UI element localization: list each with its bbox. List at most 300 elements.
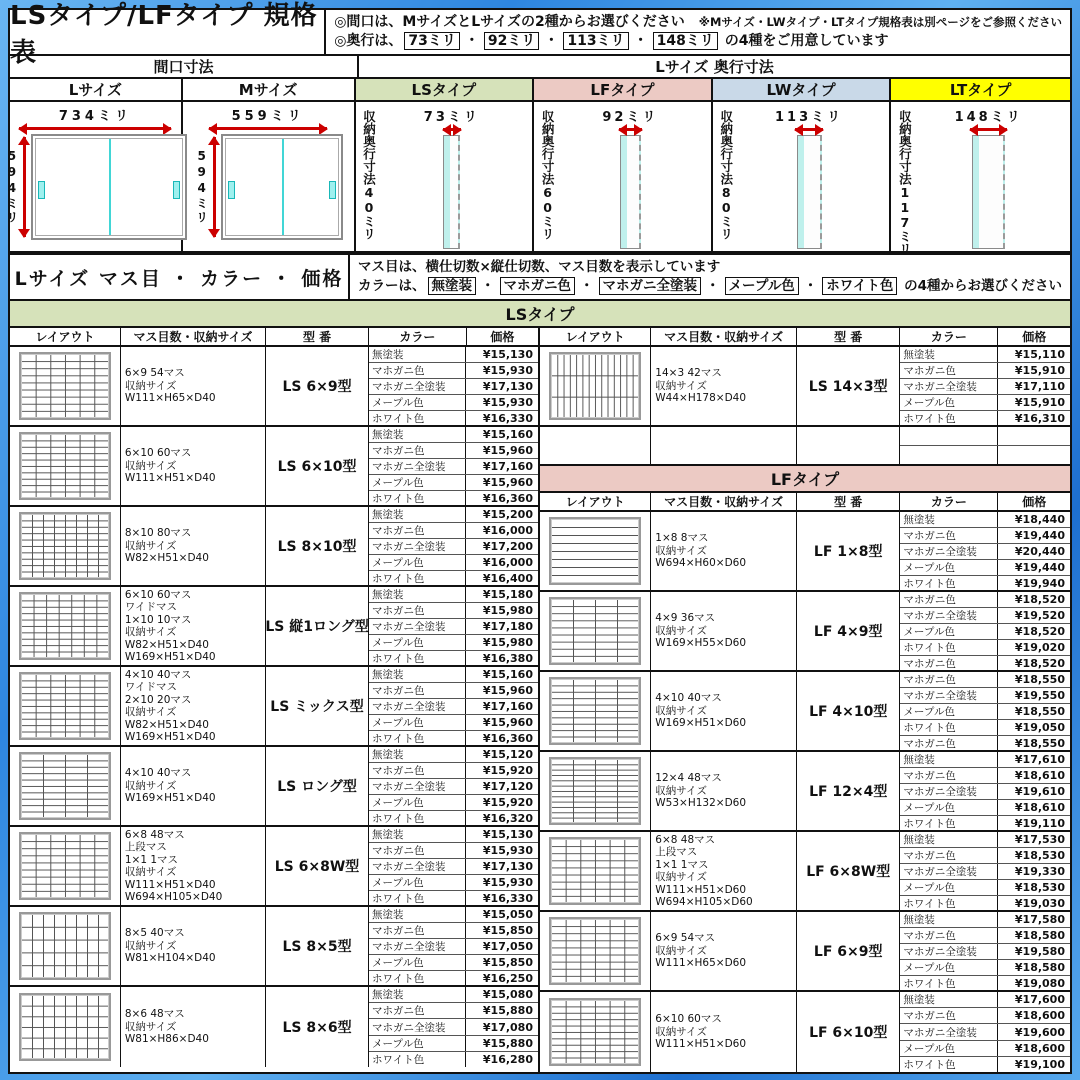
spec-cell: [651, 752, 797, 830]
width-arrow-icon: [209, 127, 327, 130]
color-cell: 無塗装: [369, 747, 466, 762]
depth-arrow-icon: [443, 128, 461, 131]
reference-note: ※Mサイズ・LWタイプ・LTタイプ規格表は別ページをご参照ください: [698, 15, 1062, 29]
price-cell: ¥16,360: [482, 732, 533, 745]
spec-line: W53×H132×D60: [655, 797, 747, 810]
color-cell: ホワイト色: [369, 971, 466, 986]
product-block: [10, 347, 538, 427]
price-cell: ¥15,850: [482, 924, 533, 937]
price-cell: ¥15,160: [482, 668, 533, 681]
price-row: [369, 875, 538, 891]
option-separator: ・: [481, 278, 495, 294]
model-number: LF 6×10型: [797, 992, 900, 1072]
grid-note: マス目は、横仕切数×縦仕切数、マス目数を表示しています: [358, 259, 721, 275]
color-cell: 無塗装: [900, 832, 998, 847]
price-cell: ¥19,110: [1014, 817, 1065, 830]
price-cell: ¥15,130: [482, 348, 533, 361]
spec-line: 6×10 60マス: [124, 447, 192, 460]
aperture-note: ◎間口は、MサイズとLサイズの2種からお選びください ※Mサイズ・LWタイプ・LTタイプ規格表は別ページをご参照ください: [334, 14, 1062, 30]
spec-line: W694×H60×D60: [655, 557, 747, 570]
column-header: マス目数・収納サイズ: [651, 328, 797, 345]
spec-line: 収納サイズ: [124, 866, 177, 878]
color-cell: ホワイト色: [900, 640, 998, 655]
side-profile-icon: [443, 135, 460, 249]
type-header-cell: Mサイズ: [183, 79, 356, 100]
price-cell: ¥18,440: [1014, 513, 1065, 526]
price-row: [900, 992, 1070, 1008]
column-header: 型 番: [266, 328, 369, 345]
color-cell: メープル色: [900, 1041, 998, 1056]
layout-cell: [10, 587, 121, 665]
column-header: マス目数・収納サイズ: [651, 493, 797, 510]
cabinet-front-icon: [221, 134, 343, 240]
price-cell: ¥17,180: [482, 620, 533, 633]
price-cell: ¥16,330: [482, 892, 533, 905]
layout-thumbnail-icon: [19, 912, 111, 980]
price-cell: ¥17,580: [1014, 913, 1065, 926]
layout-cell: [10, 347, 121, 425]
spec-cell: [651, 992, 797, 1072]
depth-option-box: 148ミリ: [653, 32, 718, 50]
price-cell: ¥18,580: [1014, 929, 1065, 942]
layout-cell: [540, 752, 651, 830]
color-cell: マホガニ全塗装: [369, 859, 466, 874]
spec-line: ワイドマス: [124, 601, 178, 613]
price-cell: ¥18,550: [1014, 705, 1065, 718]
spec-line: W111×H65×D60: [655, 957, 747, 970]
color-cell: マホガニ全塗装: [900, 379, 998, 394]
color-cell: ホワイト色: [900, 1057, 998, 1072]
door-handle-icon: [173, 181, 180, 199]
color-cell: マホガニ色: [369, 1003, 466, 1018]
color-cell: マホガニ全塗装: [369, 379, 466, 394]
price-cell: ¥15,960: [482, 444, 533, 457]
spec-cell: [651, 347, 797, 425]
color-cell: ホワイト色: [900, 816, 998, 831]
color-cell: マホガニ全塗装: [900, 1024, 998, 1039]
door-handle-icon: [228, 181, 235, 199]
spec-line: 収納サイズ: [655, 784, 707, 797]
color-cell: マホガニ色: [900, 672, 998, 687]
price-cell: ¥15,980: [482, 604, 533, 617]
price-cell: ¥17,110: [1014, 380, 1065, 393]
column-header: カラー: [900, 493, 998, 510]
color-cell: 無塗装: [369, 987, 466, 1002]
model-number: LS ミックス型: [266, 667, 369, 745]
color-cell: 無塗装: [369, 827, 466, 842]
color-option-box: マホガニ色: [500, 277, 576, 295]
layout-cell: [540, 512, 651, 590]
column-header-row: [10, 328, 538, 347]
option-separator: ・: [803, 278, 818, 294]
color-cell: マホガニ全塗装: [369, 619, 466, 634]
empty-cell: [998, 446, 1070, 465]
price-cell: ¥19,440: [1014, 561, 1065, 574]
depth-profile-view: [733, 106, 886, 255]
price-cell: ¥19,610: [1014, 785, 1065, 798]
layout-cell: [10, 507, 121, 585]
price-cell: ¥15,050: [482, 908, 533, 921]
spec-line: W694×H105×D40: [124, 891, 223, 903]
option-separator: ・: [580, 278, 594, 294]
cabinet-front-icon: [31, 134, 187, 240]
price-rows: [369, 907, 538, 985]
color-cell: 無塗装: [369, 667, 466, 682]
price-row: [369, 939, 538, 955]
price-row: [900, 928, 1070, 944]
color-cell: マホガニ全塗装: [369, 459, 466, 474]
color-cell: ホワイト色: [369, 491, 466, 506]
spec-line: 4×10 40マス: [124, 668, 192, 681]
price-row: [369, 795, 538, 811]
price-row: [900, 752, 1070, 768]
price-row: [900, 544, 1070, 560]
color-cell: メープル色: [369, 475, 466, 490]
color-cell: ホワイト色: [900, 411, 998, 426]
column-header: マス目数・収納サイズ: [121, 328, 266, 345]
depth-diagram: [356, 102, 535, 255]
width-dimension-label: 734ミリ: [58, 109, 132, 124]
type-header-row: [10, 79, 1070, 102]
price-cell: ¥20,440: [1014, 545, 1065, 558]
storage-depth-caption: 収納奥行寸法117ミリ: [897, 110, 913, 255]
price-row: [900, 379, 1070, 395]
price-rows: [369, 747, 538, 825]
price-notes: [350, 255, 1070, 299]
price-row: [369, 443, 538, 459]
spec-line: W81×H104×D40: [124, 952, 216, 965]
color-cell: マホガニ全塗装: [900, 944, 998, 959]
price-row: [900, 832, 1070, 848]
side-profile-icon: [972, 135, 1005, 249]
price-cell: ¥16,380: [482, 652, 533, 665]
spec-line: 収納サイズ: [124, 459, 177, 472]
width-diagram: [183, 102, 356, 255]
color-cell: メープル色: [369, 555, 466, 570]
price-cell: ¥19,600: [1014, 1025, 1065, 1039]
price-cell: ¥19,330: [1014, 865, 1065, 878]
spec-cell: [651, 912, 797, 990]
price-row: [369, 555, 538, 571]
spec-line: 1×1 1マス: [124, 853, 179, 866]
depth-option-box: 113ミリ: [563, 32, 628, 50]
price-row: [369, 475, 538, 491]
spec-line: 収納サイズ: [655, 544, 707, 557]
price-cell: ¥18,530: [1014, 849, 1065, 862]
spec-line: 収納サイズ: [124, 626, 177, 638]
color-cell: マホガニ色: [900, 656, 998, 671]
column-header: レイアウト: [10, 328, 121, 345]
price-row: [369, 891, 538, 906]
color-cell: メープル色: [369, 1036, 466, 1051]
price-row: [900, 960, 1070, 976]
ls-type-band: LSタイプ: [10, 301, 1070, 328]
depth-note: ◎奥行は、 73ミリ ・ 92ミリ ・ 113ミリ ・ 148ミリ の4種をご用意しています: [334, 33, 889, 49]
price-section-title: Lサイズ マス目 ・ カラー ・ 価格: [10, 255, 350, 299]
price-cell: ¥15,080: [482, 988, 533, 1002]
empty-cell: [998, 427, 1070, 445]
height-dimension-label: 594ミリ: [194, 149, 209, 225]
price-row: [900, 704, 1070, 720]
price-cell: ¥15,920: [482, 796, 533, 809]
price-cell: ¥18,520: [1014, 625, 1065, 638]
model-number: LS 8×6型: [266, 987, 369, 1067]
spec-line: W169×H51×D60: [655, 717, 747, 730]
price-rows: [369, 347, 538, 425]
price-cell: ¥15,850: [482, 956, 533, 969]
price-row: [369, 955, 538, 971]
product-block: [540, 512, 1070, 592]
price-cell: ¥15,120: [482, 748, 533, 761]
spec-cell: [121, 587, 266, 665]
price-row: [369, 427, 538, 443]
color-cell: ホワイト色: [369, 731, 466, 746]
price-row: [900, 912, 1070, 928]
model-number: LF 6×8W型: [797, 832, 900, 910]
spec-line: W82×H51×D40: [124, 638, 209, 651]
price-row: [369, 987, 538, 1003]
product-block: [540, 752, 1070, 832]
color-cell: マホガニ色: [369, 843, 466, 858]
price-row: [369, 907, 538, 923]
spec-line: 収納サイズ: [655, 624, 707, 637]
price-rows: [900, 592, 1070, 670]
color-cell: 無塗装: [369, 507, 466, 522]
price-cell: ¥19,940: [1014, 577, 1065, 590]
price-cell: ¥17,080: [482, 1020, 533, 1034]
option-separator: ・: [464, 33, 479, 49]
price-row: [900, 720, 1070, 736]
price-cell: ¥18,550: [1014, 673, 1065, 686]
layout-cell: [540, 832, 651, 910]
color-cell: マホガニ色: [900, 1008, 998, 1023]
price-row: [369, 363, 538, 379]
intro-notes: [326, 10, 1070, 54]
price-cell: ¥19,030: [1014, 897, 1065, 910]
spec-line: ワイドマス: [124, 681, 178, 693]
layout-thumbnail-icon: [549, 677, 641, 745]
model-number: LS ロング型: [266, 747, 369, 825]
color-cell: ホワイト色: [900, 896, 998, 911]
price-row: [369, 731, 538, 746]
column-header: 価格: [490, 330, 515, 344]
spec-line: 収納サイズ: [124, 1020, 177, 1033]
color-cell: マホガニ色: [900, 736, 998, 751]
spec-line: W111×H51×D40: [124, 878, 216, 891]
color-cell: メープル色: [369, 795, 466, 810]
type-header-cell: LTタイプ: [891, 79, 1070, 100]
sliding-door-divider-icon: [109, 139, 111, 235]
spec-line: W169×H51×D40: [124, 651, 216, 663]
price-cell: ¥15,110: [1014, 348, 1065, 361]
price-row: [369, 635, 538, 651]
color-cell: マホガニ色: [900, 768, 998, 783]
price-row: [900, 592, 1070, 608]
option-separator: ・: [706, 278, 720, 294]
depth-dimension-label: 73ミリ: [423, 110, 480, 125]
price-row: [900, 880, 1070, 896]
price-cell: ¥15,200: [482, 508, 533, 521]
depth-options: [402, 33, 719, 49]
empty-cell: [540, 427, 651, 464]
color-cell: 無塗装: [900, 912, 998, 927]
price-row: [900, 672, 1070, 688]
spec-line: 6×9 54マス: [124, 367, 185, 380]
spec-line: 収納サイズ: [655, 871, 707, 883]
depth-arrow-icon: [795, 128, 823, 131]
column-header: 型 番: [797, 493, 900, 510]
spec-line: 4×10 40マス: [124, 767, 192, 780]
price-cell: ¥15,930: [482, 876, 533, 889]
color-cell: ホワイト色: [369, 891, 466, 906]
height-arrow-icon: [213, 137, 216, 237]
price-cell: ¥15,880: [482, 1004, 533, 1018]
price-rows: [369, 507, 538, 585]
price-rows: [900, 912, 1070, 990]
product-block: [10, 747, 538, 827]
price-row: [369, 507, 538, 523]
price-cell: ¥16,360: [482, 492, 533, 505]
layout-thumbnail-icon: [19, 352, 111, 420]
color-cell: マホガニ全塗装: [369, 699, 466, 714]
type-header-cell: Lサイズ: [10, 79, 183, 100]
product-block: [540, 592, 1070, 672]
depth-diagram: [534, 102, 713, 255]
price-row: [369, 603, 538, 619]
layout-thumbnail-icon: [19, 993, 111, 1061]
price-row: [900, 347, 1070, 363]
price-row: [369, 1036, 538, 1052]
price-cell: ¥16,250: [482, 972, 533, 985]
model-number: LF 4×9型: [797, 592, 900, 670]
color-cell: マホガニ色: [900, 928, 998, 943]
price-cell: ¥15,910: [1014, 364, 1065, 377]
layout-thumbnail-icon: [549, 917, 641, 985]
color-cell: メープル色: [900, 395, 998, 410]
layout-cell: [540, 592, 651, 670]
color-option-box: マホガニ全塗装: [599, 277, 702, 295]
spec-line: W111×H51×D60: [655, 883, 747, 896]
price-cell: ¥19,580: [1014, 945, 1065, 958]
price-row: [900, 816, 1070, 831]
color-cell: マホガニ全塗装: [900, 784, 998, 799]
spec-line: 6×9 54マス: [655, 932, 716, 945]
column-header-row: [540, 328, 1070, 347]
empty-price-rows: [900, 427, 1070, 464]
layout-thumbnail-icon: [19, 592, 111, 660]
depth-diagram: [891, 102, 1070, 255]
product-block: [10, 507, 538, 587]
spec-line: 1×1 1マス: [655, 858, 709, 871]
price-cell: ¥15,920: [482, 764, 533, 777]
color-cell: マホガニ全塗装: [369, 939, 466, 954]
price-cell: ¥18,600: [1014, 1041, 1065, 1055]
spec-line: 8×6 48マス: [124, 1008, 185, 1021]
price-cell: ¥15,880: [482, 1036, 533, 1050]
spec-cell: [121, 747, 266, 825]
price-row: [369, 491, 538, 506]
price-cell: ¥15,160: [482, 428, 533, 441]
layout-thumbnail-icon: [549, 597, 641, 665]
spec-line: 収納サイズ: [655, 379, 707, 392]
price-cell: ¥17,600: [1014, 993, 1065, 1007]
spec-line: W169×H51×D40: [124, 731, 216, 743]
layout-thumbnail-icon: [549, 517, 641, 585]
price-cell: ¥18,600: [1014, 1009, 1065, 1023]
price-row: [900, 800, 1070, 816]
price-cell: ¥15,930: [482, 844, 533, 857]
spec-line: 収納サイズ: [124, 379, 177, 392]
spec-line: 14×3 42マス: [655, 367, 722, 380]
price-cell: ¥17,050: [482, 940, 533, 953]
color-cell: 無塗装: [900, 347, 998, 362]
color-cell: マホガニ色: [900, 848, 998, 863]
price-cell: ¥15,910: [1014, 396, 1065, 409]
layout-thumbnail-icon: [19, 832, 111, 900]
width-arrow-icon: [19, 127, 171, 130]
empty-row: [900, 446, 1070, 465]
price-cell: ¥16,400: [482, 572, 533, 585]
price-row: [369, 1052, 538, 1067]
cabinet-front-view: [4, 134, 187, 240]
color-cell: マホガニ全塗装: [900, 864, 998, 879]
spec-cell: [651, 512, 797, 590]
width-dimension-label: 559ミリ: [231, 109, 305, 124]
price-row: [369, 651, 538, 666]
price-row: [369, 539, 538, 555]
spec-cell: [651, 832, 797, 910]
price-cell: ¥19,550: [1014, 689, 1065, 702]
spec-line: W694×H105×D60: [655, 896, 753, 908]
product-block: [540, 672, 1070, 752]
spec-line: 2×10 20マス: [124, 693, 192, 706]
depth-profile-view: [376, 106, 529, 255]
price-row: [369, 715, 538, 731]
column-header: 価格: [1022, 330, 1047, 344]
price-cell: ¥15,960: [482, 684, 533, 697]
model-number: LS 8×5型: [266, 907, 369, 985]
color-cell: 無塗装: [369, 587, 466, 602]
price-cell: ¥16,000: [482, 556, 533, 569]
price-row: [369, 843, 538, 859]
page-title: LSタイプ/LFタイプ 規格表: [10, 10, 326, 54]
color-cell: マホガニ全塗装: [900, 688, 998, 703]
model-number: LS 8×10型: [266, 507, 369, 585]
spec-line: 12×4 48マス: [655, 772, 722, 785]
aperture-header: 間口寸法: [10, 56, 359, 77]
product-block: [540, 992, 1070, 1072]
spec-line: W111×H51×D40: [124, 472, 216, 485]
color-cell: メープル色: [900, 624, 998, 639]
model-number: LS 6×8W型: [266, 827, 369, 905]
price-row: [369, 395, 538, 411]
spec-line: W82×H51×D40: [124, 718, 209, 731]
price-cell: ¥15,130: [482, 828, 533, 841]
width-diagram: [4, 102, 183, 255]
price-row: [900, 1008, 1070, 1024]
price-cell: ¥15,930: [482, 396, 533, 409]
color-cell: マホガニ全塗装: [369, 1019, 466, 1034]
empty-cell: [900, 446, 998, 465]
price-cell: ¥16,320: [482, 812, 533, 825]
ls-lf-table-right: [540, 328, 1070, 1072]
model-number: LF 1×8型: [797, 512, 900, 590]
dimension-section: [4, 1, 1072, 255]
layout-thumbnail-icon: [19, 752, 111, 820]
spec-line: 収納サイズ: [124, 706, 177, 718]
price-rows: [900, 512, 1070, 590]
color-cell: マホガニ色: [369, 363, 466, 378]
